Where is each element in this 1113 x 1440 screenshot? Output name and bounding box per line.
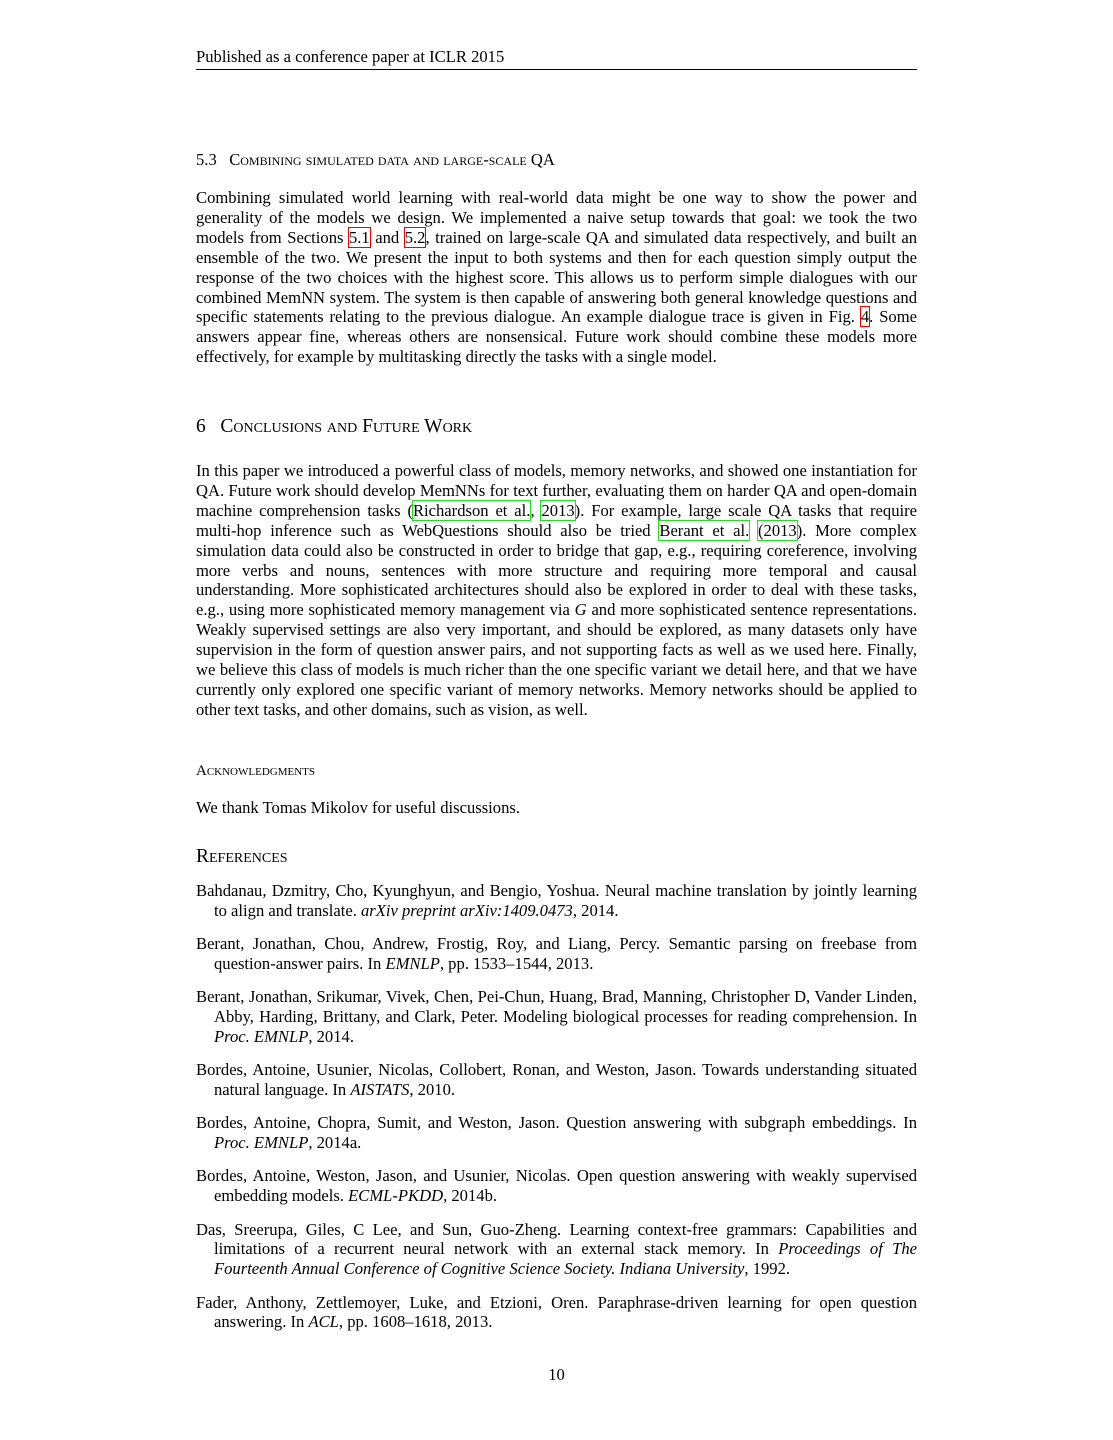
reference-details: , pp. 1533–1544, 2013. (439, 954, 594, 974)
reference-item (196, 1060, 917, 1100)
section-6-heading (196, 416, 917, 438)
citation-richardson-year[interactable]: 2013 (541, 500, 575, 520)
section-5-3-paragraph (196, 188, 917, 367)
text: ). More complex simulation data could also be constructed in order to bridge that gap, e.g., requiring coreference, involving more verbs and nouns, sentences with more structure and requiring more temporal and causal understanding. More sophisticated architectures should also be explored in order to deal with these tasks, e.g., using more sophisticated memory management via (196, 520, 917, 620)
citation-berant[interactable]: Berant et al. (659, 520, 750, 540)
citation-berant-year[interactable] (758, 521, 797, 540)
reference-venue: EMNLP (385, 954, 440, 974)
reference-item (196, 881, 917, 921)
section-6-paragraph (196, 461, 917, 720)
section-title: Combining simulated data and large-scale QA (229, 150, 555, 169)
reference-authors-title: Bordes, Antoine, Chopra, Sumit, and Weston, Jason. Question answering with subgraph embeddings. In (196, 1113, 917, 1133)
reference-authors-title: Das, Sreerupa, Giles, C Lee, and Sun, Guo-Zheng. Learning context-free grammars: Capabilities and limitations of a recurrent neural network with an external stack memory. In (196, 1219, 917, 1259)
reference-venue: Proceedings of The Fourteenth Annual Conference of Cognitive Science Society. Indiana University (214, 1239, 917, 1279)
text: (2013 (758, 520, 797, 540)
section-number: 5.3 (196, 150, 217, 169)
reference-item (196, 1293, 917, 1333)
reference-venue: arXiv preprint arXiv:1409.0473 (361, 900, 573, 920)
text: In this paper we introduced a powerful class of models, memory networks, and showed one instantiation for QA. Future work should develop MemNNs for text further, evaluating them on harder QA and open-domain machine comprehension tasks ( (196, 461, 917, 520)
section-5-3-heading (196, 150, 917, 170)
reference-authors-title: Bordes, Antoine, Usunier, Nicolas, Collobert, Ronan, and Weston, Jason. Towards understanding situated natural language. In (196, 1060, 917, 1100)
section-link-5-1[interactable]: 5.1 (348, 227, 370, 247)
reference-venue: Proc. EMNLP (214, 1133, 309, 1153)
heading-text: References (196, 846, 288, 867)
figure-link-4[interactable]: 4 (860, 307, 870, 327)
text: , (530, 500, 542, 520)
reference-details: , 2014. (572, 900, 619, 920)
text: , trained on large-scale QA and simulated data respectively, and built an ensemble of the two. We present the input to both systems and then for each question simply output the response of the two choices with the highest score. This allows us to perform simple dialogues with our combined MemNN system. The system is then capable of answering both general knowledge questions and specific statements relating to the previous dialogue. An example dialogue trace is given in Fig. (196, 227, 917, 327)
section-number: 6 (196, 416, 206, 437)
section-title: Conclusions and Future Work (220, 416, 473, 437)
reference-venue: AISTATS (350, 1080, 410, 1100)
text: ). For example, large scale QA tasks that require multi-hop inference such as WebQuestions should also be tried (196, 500, 918, 540)
text: and more sophisticated sentence representations. Weakly supervised settings are also very important, and should be explored, as many datasets only have supervision in the form of question answer pairs, and not supporting facts as well as we used here. Finally, we believe this class of models is much richer than the one specific variant we detail here, and that we have currently only explored one specific variant of memory networks. Memory networks should be applied to other text tasks, and other domains, such as vision, as well. (196, 600, 918, 719)
reference-details: , pp. 1608–1618, 2013. (338, 1312, 493, 1332)
reference-authors-title: Bordes, Antoine, Weston, Jason, and Usunier, Nicolas. Open question answering with weakly supervised embedding models. (196, 1166, 917, 1206)
running-header: Published as a conference paper at ICLR 2015 (196, 47, 917, 70)
reference-item (196, 934, 917, 974)
text: and (369, 227, 405, 247)
reference-item (196, 987, 917, 1047)
acknowledgments-text: We thank Tomas Mikolov for useful discussions. (196, 798, 520, 817)
reference-authors-title: Berant, Jonathan, Chou, Andrew, Frostig, Roy, and Liang, Percy. Semantic parsing on freebase from question-answer pairs. In (196, 934, 917, 974)
reference-details: , 1992. (744, 1259, 791, 1279)
reference-item (196, 1113, 917, 1153)
reference-item (196, 1166, 917, 1206)
reference-details: , 2014. (308, 1027, 354, 1047)
reference-details: , 2010. (409, 1080, 456, 1100)
citation-richardson[interactable]: Richardson et al. (412, 500, 531, 520)
section-link-5-2[interactable]: 5.2 (404, 227, 426, 247)
math-symbol: G (574, 600, 587, 620)
reference-authors-title: Fader, Anthony, Zettlemoyer, Luke, and Etzioni, Oren. Paraphrase-driven learning for open question answering. In (196, 1292, 917, 1332)
heading-text: Acknowledgments (196, 763, 315, 779)
reference-authors-title: Bahdanau, Dzmitry, Cho, Kyunghyun, and Bengio, Yoshua. Neural machine translation by jointly learning to align and translate. (196, 881, 917, 920)
reference-venue: ECML-PKDD (348, 1186, 444, 1206)
reference-details: , 2014b. (443, 1186, 498, 1206)
text: Combining simulated world learning with real-world data might be one way to show the power and generality of the models we design. We implemented a naive setup towards that goal: we took the two models from Sections (196, 188, 917, 247)
reference-venue: ACL (308, 1312, 339, 1332)
references-heading (196, 846, 917, 868)
reference-venue: Proc. EMNLP (214, 1027, 309, 1047)
reference-details: , 2014a. (308, 1133, 362, 1153)
text: . Some answers appear fine, whereas others are nonsensical. Future work should combine these models more effectively, for example by multitasking directly the tasks with a single model. (196, 307, 917, 367)
reference-list (196, 881, 917, 1346)
reference-item (196, 1220, 917, 1280)
page-number: 10 (548, 1365, 565, 1384)
reference-authors-title: Berant, Jonathan, Srikumar, Vivek, Chen, Pei-Chun, Huang, Brad, Manning, Christopher D, Vander Linden, Abby, Harding, Brittany, and Clark, Peter. Modeling biological processes for reading comprehension. In (196, 987, 917, 1027)
acknowledgments-heading (196, 763, 917, 780)
